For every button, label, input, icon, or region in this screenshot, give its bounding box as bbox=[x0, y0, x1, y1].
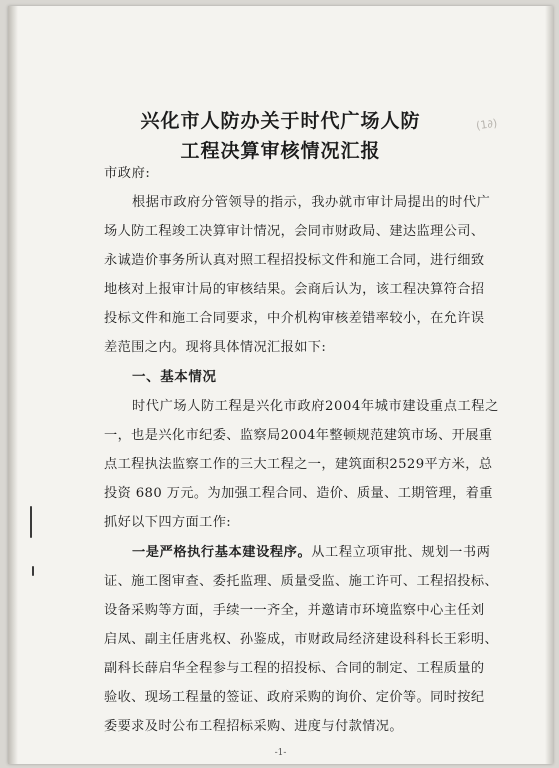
body-line: 验收、现场工程量的签证、政府采购的询价、定价等。同时按纪 bbox=[104, 690, 485, 705]
body-line: 投标文件和施工合同要求，中介机构审核差错率较小，在允许误 bbox=[104, 311, 485, 326]
body-line: 抓好以下四方面工作: bbox=[104, 515, 232, 530]
body-line: 时代广场人防工程是兴化市政府2004年城市建设重点工程之 bbox=[132, 399, 499, 414]
body-line: 证、施工图审查、委托监理、质量受监、施工许可、工程招投标、 bbox=[104, 574, 499, 589]
document-title-line2: 工程决算审核情况汇报 bbox=[180, 140, 381, 162]
body-line: 永诚造价事务所认真对照工程招投标文件和施工合同，进行细致 bbox=[104, 253, 485, 268]
body-line: 委要求及时公布工程招标采购、进度与付款情况。 bbox=[104, 719, 403, 734]
body-line: 场人防工程竣工决算审计情况，会同市财政局、建达监理公司、 bbox=[104, 224, 485, 239]
salutation: 市政府: bbox=[104, 166, 151, 181]
body-line: 地核对上报审计局的审核结果。会商后认为，该工程决算符合招 bbox=[104, 282, 485, 297]
body-line: 根据市政府分管领导的指示，我办就市审计局提出的时代广 bbox=[132, 195, 491, 210]
binding-mark bbox=[30, 506, 32, 538]
document-title-line1: 兴化市人防办关于时代广场人防 bbox=[140, 110, 421, 132]
document-page bbox=[8, 6, 553, 764]
binding-mark bbox=[32, 566, 34, 576]
body-line: 投资 680 万元。为加强工程合同、造价、质量、工期管理，着重 bbox=[104, 486, 493, 501]
body-line: 一，也是兴化市纪委、监察局2004年整顿规范建筑市场、开展重 bbox=[104, 428, 493, 443]
page-number: -1- bbox=[274, 748, 287, 758]
corner-pencil-mark: (1∂) bbox=[475, 116, 499, 133]
section-heading: 一、基本情况 bbox=[132, 369, 217, 385]
body-line: 副科长薛启华全程参与工程的招投标、合同的制定、工程质量的 bbox=[104, 661, 485, 676]
point-one-line bbox=[132, 541, 491, 560]
point-one-lead: 一是严格执行基本建设程序。 bbox=[132, 545, 312, 560]
body-line: 设备采购等方面，手续一一齐全，并邀请市环境监察中心主任刘 bbox=[104, 603, 485, 618]
body-line: 启凤、副主任唐兆权、孙鉴成，市财政局经济建设科科长王彩明、 bbox=[104, 632, 499, 647]
point-one-text: 从工程立项审批、规划一书两 bbox=[311, 545, 491, 560]
body-line: 点工程执法监察工作的三大工程之一，建筑面积2529平方米，总 bbox=[104, 457, 493, 472]
body-line: 差范围之内。现将具体情况汇报如下: bbox=[104, 340, 327, 355]
